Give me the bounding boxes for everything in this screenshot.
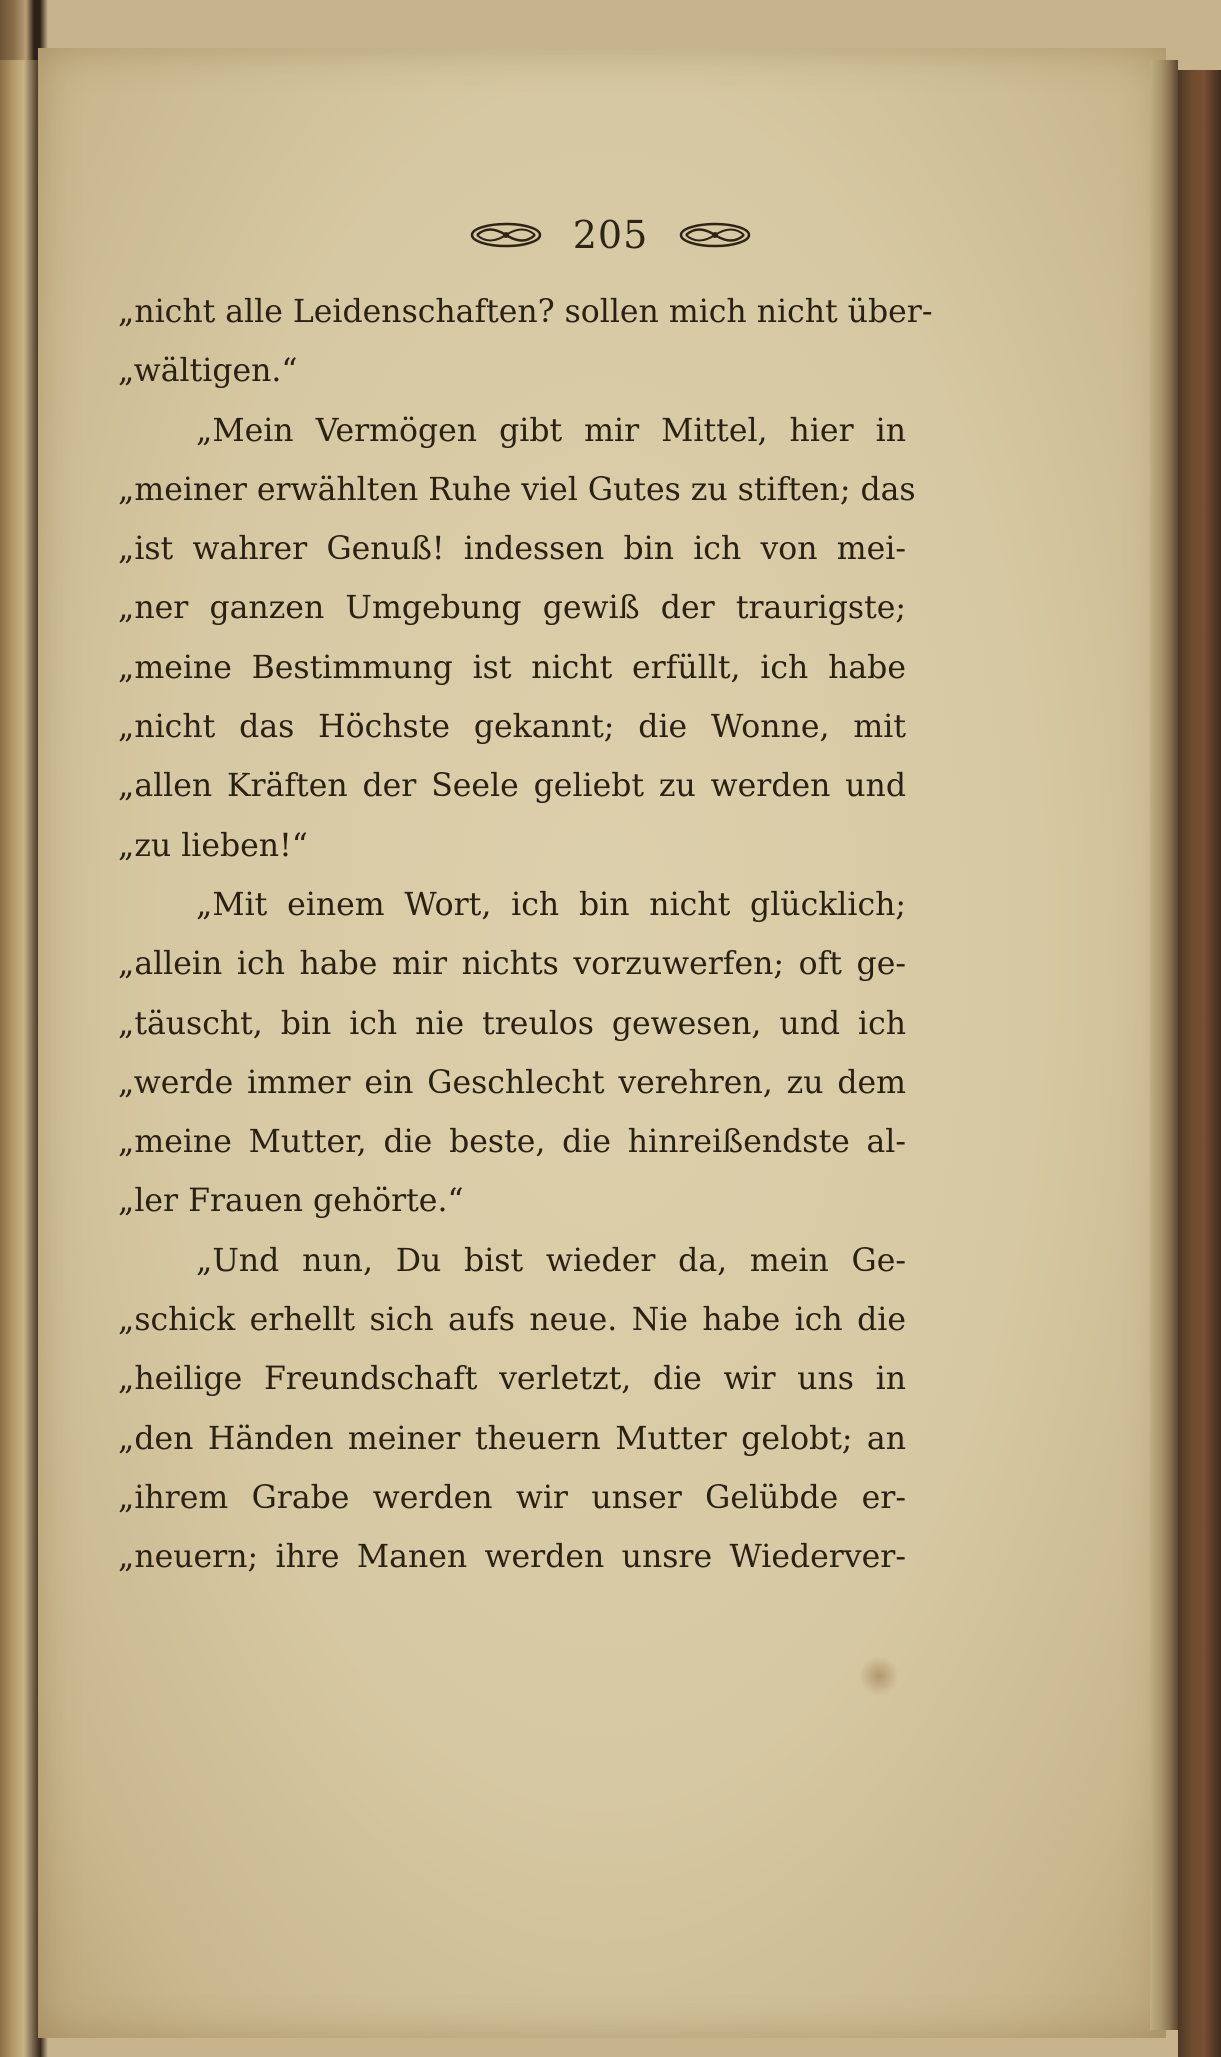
text-line: „wältigen.“ <box>118 353 298 390</box>
text-line: „schick erhellt sich aufs neue. Nie habe ich die <box>118 1302 906 1339</box>
text-line: „nicht das Höchste gekannt; die Wonne, mit <box>118 709 906 746</box>
page-number: 205 <box>572 213 649 257</box>
book-cover-edge <box>1178 70 1221 2057</box>
text-line: „Mit einem Wort, ich bin nicht glücklich; <box>196 886 906 923</box>
text-line: „meiner erwählten Ruhe viel Gutes zu stiften; das <box>118 471 916 508</box>
text-line: „allein ich habe mir nichts vorzuwerfen; oft ge- <box>118 946 906 983</box>
page-header <box>0 200 1221 270</box>
page-edges <box>1150 60 1178 2030</box>
text-line: „Und nun, Du bist wieder da, mein Ge- <box>196 1242 906 1279</box>
text-line: „werde immer ein Geschlecht verehren, zu dem <box>118 1064 906 1101</box>
text-line: „allen Kräften der Seele geliebt zu werden und <box>118 768 906 805</box>
scroll-ornament-icon <box>678 220 752 250</box>
book-spine-left <box>0 60 40 2057</box>
text-line: „heilige Freundschaft verletzt, die wir uns in <box>118 1361 906 1398</box>
body-text <box>118 283 933 1588</box>
scroll-ornament-icon <box>469 220 543 250</box>
text-line: „meine Mutter, die beste, die hinreißendste al- <box>118 1124 906 1161</box>
text-line: „meine Bestimmung ist nicht erfüllt, ich habe <box>118 649 906 686</box>
paper-stain <box>860 1655 898 1697</box>
text-line: „nicht alle Leidenschaften? sollen mich nicht über- <box>118 294 933 330</box>
text-line: „ist wahrer Genuß! indessen bin ich von mei- <box>118 531 906 568</box>
text-line: „zu lieben!“ <box>118 827 308 864</box>
text-line: „den Händen meiner theuern Mutter gelobt; an <box>118 1420 906 1457</box>
text-line: „Mein Vermögen gibt mir Mittel, hier in <box>196 412 906 449</box>
text-line: „täuscht, bin ich nie treulos gewesen, und ich <box>118 1005 906 1042</box>
text-line: „ihrem Grabe werden wir unser Gelübde er- <box>118 1479 906 1516</box>
text-line: „ler Frauen gehörte.“ <box>118 1183 464 1220</box>
text-line: „neuern; ihre Manen werden unsre Wiederver- <box>118 1539 906 1576</box>
text-line: „ner ganzen Umgebung gewiß der traurigste; <box>118 590 906 627</box>
